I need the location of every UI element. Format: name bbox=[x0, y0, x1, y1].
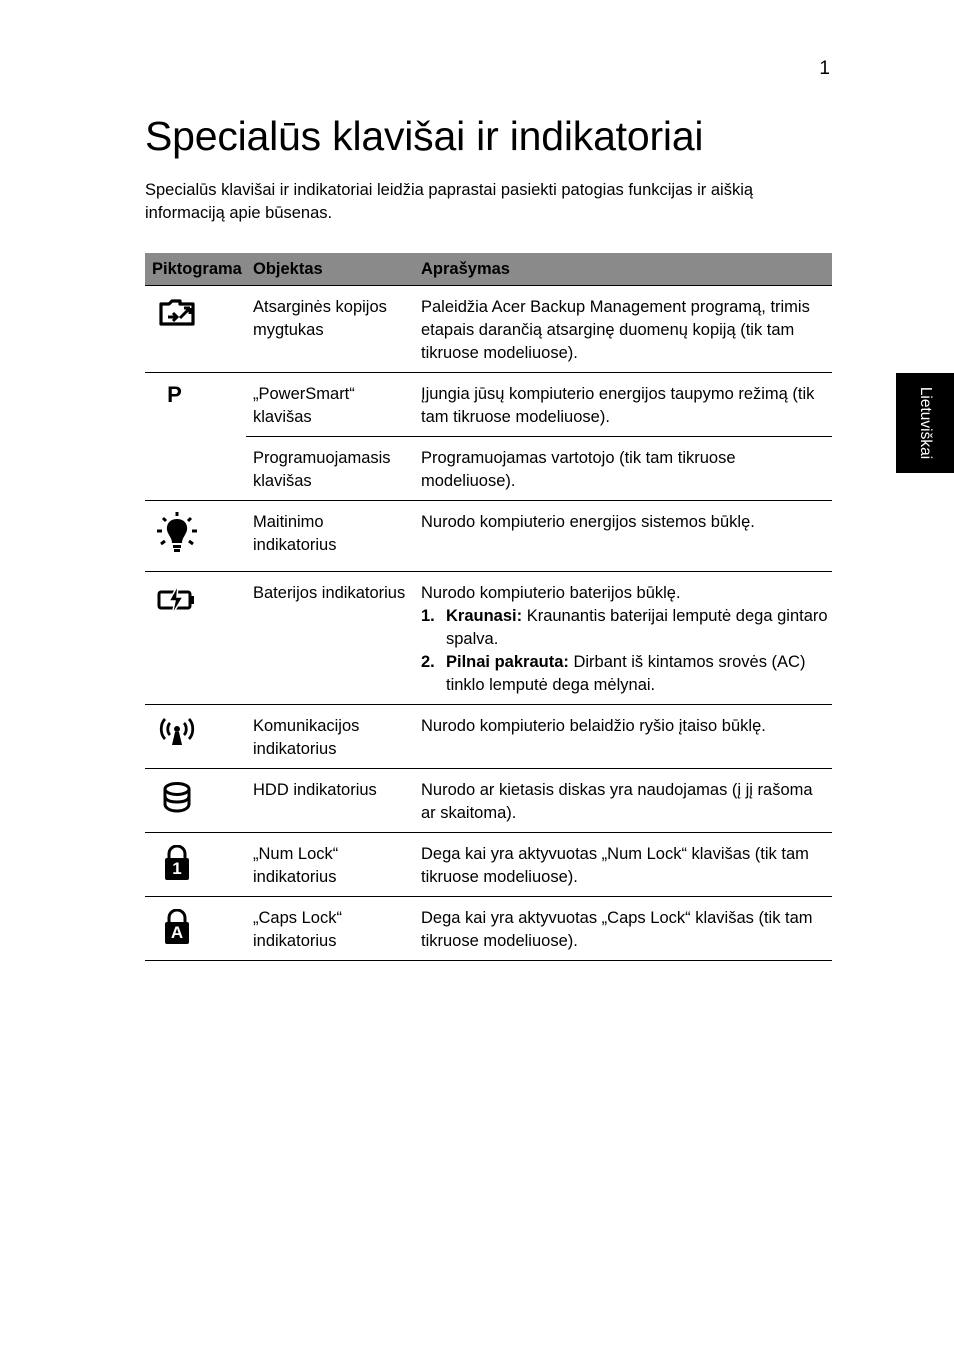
description-cell: Nurodo ar kietasis diskas yra naudojamas (į jį rašoma ar skaitoma). bbox=[414, 769, 832, 833]
table-row bbox=[145, 572, 832, 705]
list-number: 2. bbox=[421, 653, 435, 671]
description-cell: Įjungia jūsų kompiuterio energijos taupymo režimą (tik tam tikruose modeliuose). bbox=[414, 373, 832, 437]
num-lock-icon bbox=[156, 845, 198, 888]
list-text: Dirbant iš kintamos srovės (AC) tinklo lemputė dega mėlynai. bbox=[446, 653, 806, 694]
object-cell: Programuojamasis klavišas bbox=[246, 437, 414, 501]
table-header-row bbox=[145, 253, 832, 286]
object-cell: „Num Lock“ indikatorius bbox=[246, 833, 414, 897]
table-row bbox=[145, 286, 832, 373]
language-label: Lietuviškai bbox=[917, 386, 934, 460]
table-row bbox=[145, 769, 832, 833]
description-cell bbox=[414, 572, 832, 705]
num-lock-glyph: 1 bbox=[172, 859, 182, 878]
object-cell: Komunikacijos indikatorius bbox=[246, 705, 414, 769]
icon-cell bbox=[145, 373, 246, 501]
hdd-icon bbox=[156, 781, 198, 820]
list-item bbox=[421, 605, 828, 651]
backup-icon bbox=[156, 298, 198, 337]
object-cell: „Caps Lock“ indikatorius bbox=[246, 897, 414, 961]
object-cell: HDD indikatorius bbox=[246, 769, 414, 833]
wireless-icon bbox=[156, 717, 198, 754]
battery-description: Nurodo kompiuterio baterijos būklę. bbox=[421, 584, 681, 602]
battery-status-list bbox=[421, 605, 828, 697]
object-cell: Maitinimo indikatorius bbox=[246, 501, 414, 572]
table-row bbox=[145, 437, 832, 501]
list-number: 1. bbox=[421, 607, 435, 625]
header-icon: Piktograma bbox=[145, 253, 246, 286]
list-label: Pilnai pakrauta: bbox=[446, 653, 569, 671]
header-object: Objektas bbox=[246, 253, 414, 286]
icon-cell bbox=[145, 501, 246, 572]
object-cell: Baterijos indikatorius bbox=[246, 572, 414, 705]
icon-cell bbox=[145, 286, 246, 373]
description-cell: Nurodo kompiuterio energijos sistemos būklę. bbox=[414, 501, 832, 572]
table-row bbox=[145, 705, 832, 769]
page-title: Specialūs klavišai ir indikatoriai bbox=[145, 113, 704, 159]
caps-lock-glyph: A bbox=[170, 923, 184, 942]
table-row bbox=[145, 373, 832, 437]
language-side-tab bbox=[896, 373, 954, 473]
icon-cell bbox=[145, 572, 246, 705]
caps-lock-icon bbox=[156, 909, 198, 952]
icon-cell bbox=[145, 769, 246, 833]
description-cell: Programuojamas vartotojo (tik tam tikruose modeliuose). bbox=[414, 437, 832, 501]
list-label: Kraunasi: bbox=[446, 607, 523, 625]
powersmart-p-icon: P bbox=[167, 382, 182, 407]
intro-paragraph: Specialūs klavišai ir indikatoriai leidžia paprastai pasiekti patogias funkcijas ir aiškią informaciją apie būsenas. bbox=[145, 181, 754, 222]
table-row bbox=[145, 897, 832, 961]
battery-charge-icon bbox=[156, 584, 198, 623]
list-item bbox=[421, 651, 828, 697]
table-row bbox=[145, 501, 832, 572]
page-number: 1 bbox=[819, 58, 830, 79]
description-cell: Paleidžia Acer Backup Management programą, trimis etapais darančią atsarginę duomenų kopiją (tik tam tikruose modeliuose). bbox=[414, 286, 832, 373]
table-row bbox=[145, 833, 832, 897]
description-cell: Dega kai yra aktyvuotas „Caps Lock“ klavišas (tik tam tikruose modeliuose). bbox=[414, 897, 832, 961]
power-bulb-icon bbox=[155, 511, 199, 564]
description-cell: Nurodo kompiuterio belaidžio ryšio įtaiso būklę. bbox=[414, 705, 832, 769]
icon-cell bbox=[145, 705, 246, 769]
icon-cell bbox=[145, 897, 246, 961]
description-cell: Dega kai yra aktyvuotas „Num Lock“ klavišas (tik tam tikruose modeliuose). bbox=[414, 833, 832, 897]
keys-indicators-table bbox=[145, 253, 832, 961]
object-cell: „PowerSmart“ klavišas bbox=[246, 373, 414, 437]
object-cell: Atsarginės kopijos mygtukas bbox=[246, 286, 414, 373]
list-text: Kraunantis baterijai lemputė dega gintaro spalva. bbox=[446, 607, 828, 648]
header-description: Aprašymas bbox=[414, 253, 832, 286]
icon-cell bbox=[145, 833, 246, 897]
